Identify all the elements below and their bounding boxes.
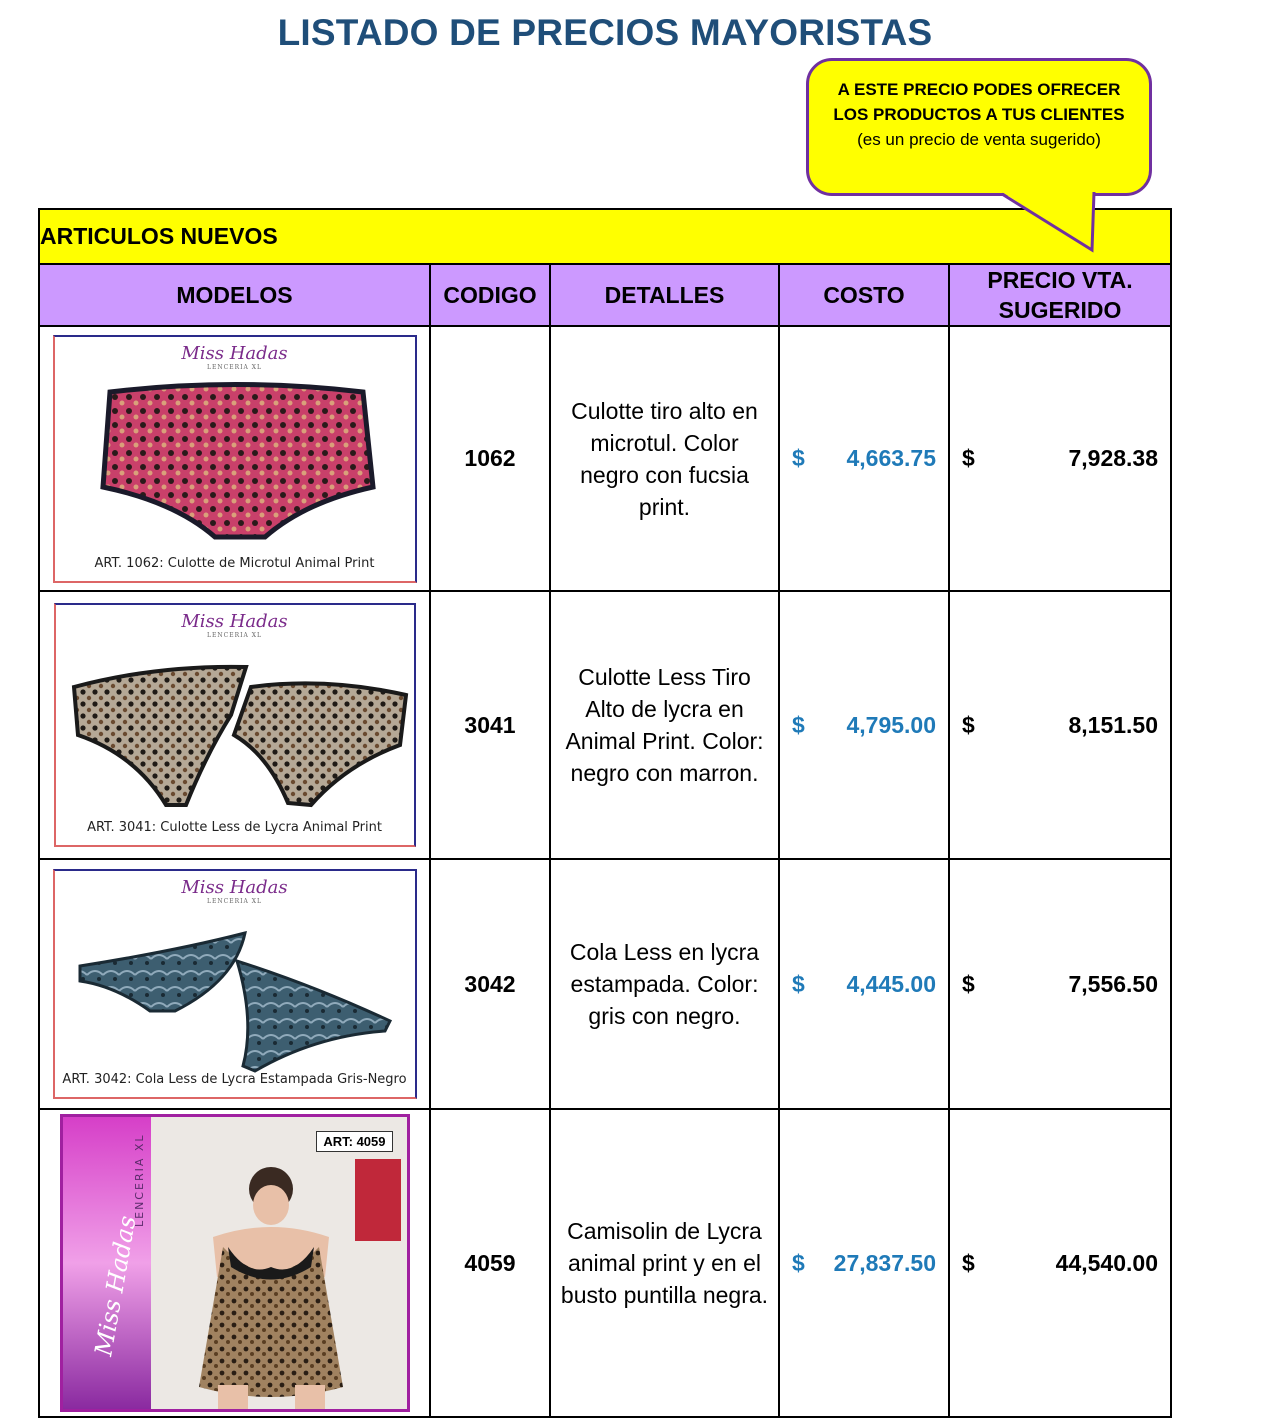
photo-caption: ART. 3041: Culotte Less de Lycra Animal Print	[87, 820, 382, 835]
photo-caption: ART. 3042: Cola Less de Lycra Estampada Gris-Negro	[62, 1072, 407, 1087]
price-value: 8,151.50	[1068, 711, 1158, 738]
brand-sub-vertical: LENCERIA XL	[132, 1133, 146, 1227]
culotte-less-illustration	[56, 605, 414, 845]
currency-symbol: $	[962, 1249, 975, 1276]
cost-value: 4,663.75	[846, 445, 936, 471]
model-cell	[39, 859, 430, 1109]
precio-header-line-2: SUGERIDO	[998, 297, 1122, 323]
model-cell	[39, 1109, 430, 1417]
brand-logo: Miss Hadas LENCERIA XL	[181, 611, 288, 639]
precio-header-line-1: PRECIO VTA.	[987, 267, 1133, 293]
callout-line-2: LOS PRODUCTOS A TUS CLIENTES	[833, 105, 1125, 124]
currency-symbol: $	[792, 1249, 805, 1276]
table-row	[39, 326, 1171, 591]
currency-symbol: $	[962, 711, 975, 738]
page-title: LISTADO DE PRECIOS MAYORISTAS	[277, 12, 933, 53]
camisolin-illustration	[63, 1117, 407, 1409]
details-cell: Culotte tiro alto en microtul. Color negro con fucsia print.	[550, 326, 779, 591]
currency-symbol: $	[962, 445, 975, 471]
code-cell: 3041	[430, 591, 550, 859]
brand-vertical: Miss Hadas	[88, 1213, 142, 1359]
col-header-costo: COSTO	[779, 264, 949, 326]
suggested-price-callout	[806, 58, 1152, 196]
product-photo-3041	[54, 603, 416, 847]
photo-caption: ART. 1062: Culotte de Microtul Animal Print	[94, 555, 375, 571]
cost-cell	[779, 591, 949, 859]
price-cell	[949, 859, 1171, 1109]
cost-cell	[779, 326, 949, 591]
cost-cell	[779, 1109, 949, 1417]
cost-cell	[779, 859, 949, 1109]
brand-logo: Miss Hadas LENCERIA XL	[181, 877, 288, 905]
section-title: ARTICULOS NUEVOS	[39, 209, 1171, 264]
details-cell: Camisolin de Lycra animal print y en el busto puntilla negra.	[550, 1109, 779, 1417]
code-cell: 1062	[430, 326, 550, 591]
table-row	[39, 1109, 1171, 1417]
code-cell: 4059	[430, 1109, 550, 1417]
callout-pointer	[1000, 192, 1100, 254]
price-cell	[949, 1109, 1171, 1417]
table-row	[39, 591, 1171, 859]
table-row	[39, 859, 1171, 1109]
product-photo-4059	[60, 1114, 410, 1412]
price-value: 7,556.50	[1068, 970, 1158, 997]
price-table	[38, 208, 1172, 1418]
cost-value: 4,445.00	[846, 970, 936, 997]
model-cell	[39, 326, 430, 591]
header-row	[39, 264, 1171, 326]
brand-logo: Miss Hadas LENCERIA XL	[181, 342, 288, 371]
cost-value: 4,795.00	[846, 711, 936, 738]
art-tag: ART: 4059	[316, 1131, 392, 1152]
code-cell: 3042	[430, 859, 550, 1109]
model-cell	[39, 591, 430, 859]
col-header-precio	[949, 264, 1171, 326]
price-value: 7,928.38	[1068, 445, 1158, 471]
col-header-modelos: MODELOS	[39, 264, 430, 326]
callout-line-3: (es un precio de venta sugerido)	[857, 130, 1101, 149]
price-value: 44,540.00	[1055, 1249, 1158, 1276]
details-cell: Cola Less en lycra estampada. Color: gris con negro.	[550, 859, 779, 1109]
col-header-codigo: CODIGO	[430, 264, 550, 326]
price-cell	[949, 326, 1171, 591]
currency-symbol: $	[792, 445, 805, 471]
details-cell: Culotte Less Tiro Alto de lycra en Animal Print. Color: negro con marron.	[550, 591, 779, 859]
callout-line-1: A ESTE PRECIO PODES OFRECER	[837, 80, 1121, 99]
product-photo-3042	[53, 869, 417, 1099]
col-header-detalles: DETALLES	[550, 264, 779, 326]
product-photo-1062	[53, 335, 417, 583]
price-cell	[949, 591, 1171, 859]
currency-symbol: $	[792, 970, 805, 997]
cost-value: 27,837.50	[833, 1249, 936, 1276]
currency-symbol: $	[962, 970, 975, 997]
culotte-illustration	[55, 337, 415, 581]
currency-symbol: $	[792, 711, 805, 738]
